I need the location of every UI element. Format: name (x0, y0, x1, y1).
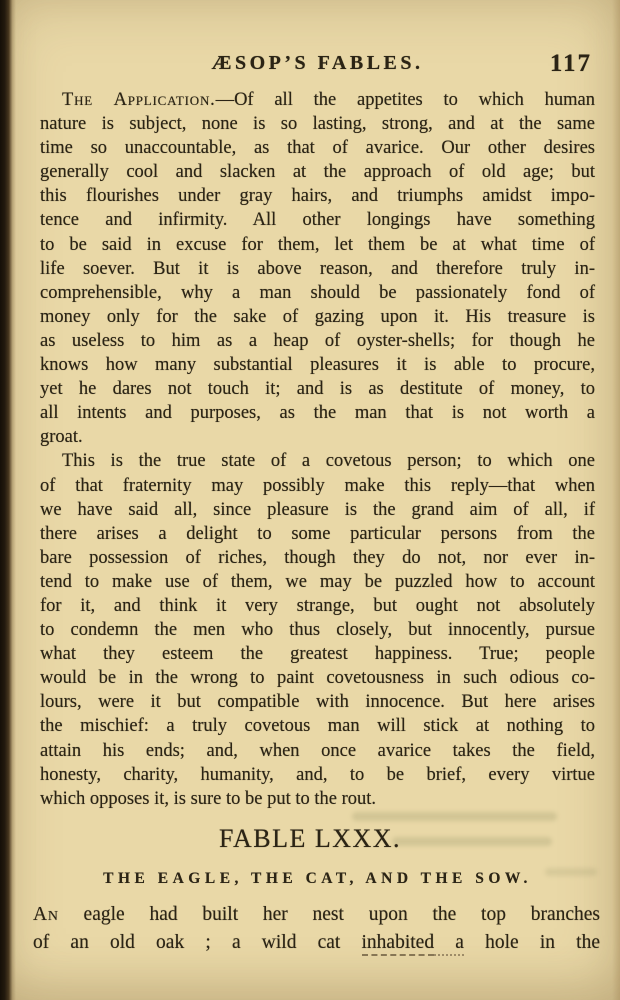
text-line: yet he dares not touch it; and is as destitute of money, to (40, 379, 595, 400)
text-line: this flourishes under gray hairs, and triumphs amidst impo- (40, 186, 595, 207)
text-line: lours, were it but compatible with innocence. But here arises (40, 692, 595, 713)
text-line: life soever. But it is above reason, and therefore truly in- (40, 258, 595, 279)
text-line: tence and infirmity. All other longings have something (40, 210, 595, 231)
book-title: ÆSOP’S FABLES. (211, 52, 424, 74)
fable-heading: FABLE LXXX. (218, 824, 402, 853)
paragraph-lead: The Application. (62, 90, 216, 110)
text-run: eagle had built her nest upon the top branches (58, 904, 600, 925)
text-line (33, 929, 600, 957)
text-line: generally cool and slacken at the approach of old age; but (40, 162, 595, 183)
page-show-through (352, 812, 557, 821)
text-line: to condemn the men who thus closely, but innocently, pursue (40, 620, 595, 641)
text-line: we have said all, since pleasure is the grand aim of all, if (40, 499, 595, 520)
application-text (40, 88, 595, 811)
text-line: which opposes it, is sure to be put to the rout. (40, 788, 377, 809)
text-line: money only for the sake of gazing upon it. His treasure is (40, 306, 595, 327)
pencil-underline-mark: inhabited (362, 932, 435, 956)
text-line: bare possession of riches, though they do not, nor ever in- (40, 547, 595, 568)
fable-text (33, 901, 600, 956)
text-line: This is the true state of a covetous person; to which one (62, 451, 595, 472)
pencil-dots-mark: a (434, 932, 464, 956)
text-line: honesty, charity, humanity, and, to be brief, every virtue (40, 764, 595, 785)
text-run: hole in the (463, 931, 600, 953)
text-line: all intents and purposes, as the man that is not worth a (40, 403, 595, 424)
text-line (40, 88, 595, 112)
fable-subtitle: THE EAGLE, THE CAT, AND THE SOW. (103, 870, 532, 887)
text-line: attain his ends; and, when once avarice takes the field, (40, 740, 595, 761)
text-line: would be in the wrong to paint covetousness in such odious co- (40, 668, 595, 689)
text-line: as useless to him as a heap of oyster-shells; for though he (40, 330, 595, 351)
text-line: the mischief: a truly covetous man will stick at nothing to (40, 716, 595, 737)
paragraph (40, 112, 595, 449)
text-line: to be said in excuse for them, let them be at what time of (40, 234, 595, 255)
binding-shadow (0, 0, 16, 1000)
text-line: what they esteem the greatest happiness. True; people (40, 644, 595, 665)
text-run: of an old oak ; a wild cat (33, 931, 362, 953)
running-header (40, 52, 595, 86)
page-right-edge (612, 0, 620, 1000)
page-number: 117 (549, 50, 592, 77)
text-run: —Of all the appetites to which human (215, 90, 595, 110)
text-line: nature is subject, none is so lasting, strong, and at the same (40, 114, 595, 135)
text-line: tend to make use of them, we may be puzzled how to account (40, 571, 595, 592)
text-line: knows how many substantial pleasures it is able to procure, (40, 355, 595, 376)
fable-lead: An (33, 904, 59, 925)
paragraph (40, 474, 595, 811)
text-line: for it, and think it very strange, but ought not absolutely (40, 595, 595, 616)
text-line: groat. (40, 427, 83, 448)
text-line (33, 901, 600, 929)
text-line: comprehensible, why a man should be passionately fond of (40, 282, 595, 303)
text-line: of that fraternity may possibly make this reply—that when (40, 475, 595, 496)
text-line: time so unaccountable, as that of avarice. Our other desires (40, 138, 595, 159)
text-line: there arises a delight to some particular persons from the (40, 523, 595, 544)
